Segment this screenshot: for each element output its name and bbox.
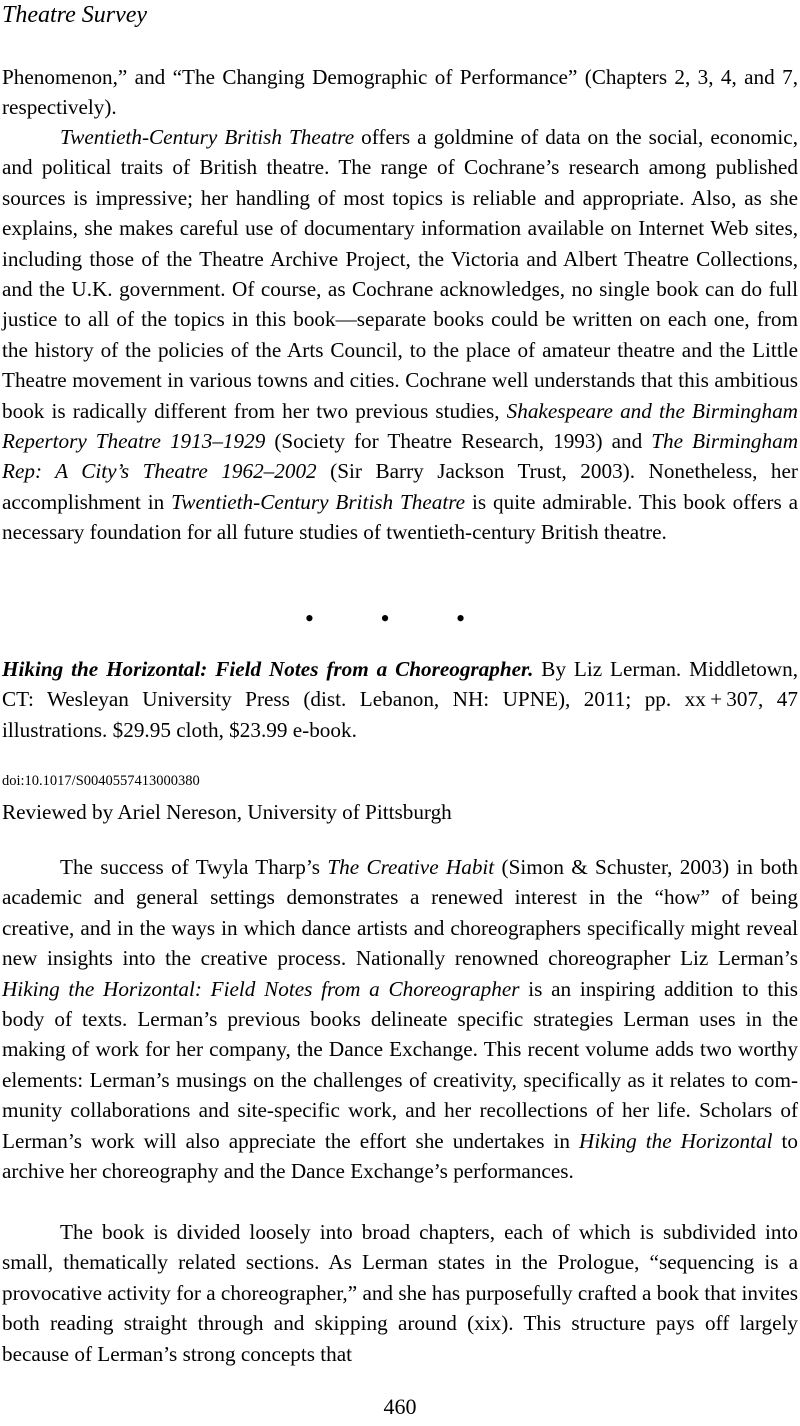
book-title-italic: Shakespeare and the Birmingham Repertory Theatre 1913–1929 [2, 398, 798, 454]
reviewed-book-title: Hiking the Horizontal: Field Notes from a Choreographer. [2, 657, 534, 681]
text-run: to archive her choreography and the Dance Exchange’s performances. [2, 1128, 798, 1184]
review2-paragraph-1 [2, 852, 798, 1186]
text-run: (Simon & Schuster, 2003) in both academic and general settings demonstrates a renewed interest in the “how” of being creative, and in the ways in which dance artists and choreographers specifically might reveal new insights into the creative process. Nationally renowned choreographer Liz Lerman’s [2, 855, 798, 971]
review1-paragraph-1: Phenomenon,” and “The Changing Demographic of Performance” (Chapters 2, 3, 4, and 7, respectively). [2, 65, 798, 120]
running-header: Theatre Survey [2, 2, 148, 28]
reviewer-line: Reviewed by Ariel Nereson, University of Pittsburgh [2, 800, 452, 824]
book-title-italic: The Birmingham Rep: A City’s Theatre 1962–2002 [2, 429, 799, 484]
citation-details: By Liz Lerman. Middletown, CT: Wesleyan University Press (dist. Lebanon, NH: UPNE), 2011; pp. xx + 307, 47 illustrations. $29.95 cloth, $23.99 e-book. [2, 657, 798, 742]
review2-paragraph-2: The book is divided loosely into broad chapters, each of which is subdivided into small, thematically related sections. As Lerman states in the Prologue, “sequencing is a provocative activity for a choreographer,” and she has purposefully crafted a book that invites both reading straight through and skipping around (xix). This structure pays off largely because of Lerman’s strong concepts that [2, 1220, 798, 1366]
review1-paragraph-2 [2, 122, 798, 548]
book-title-italic: Twentieth-Century British Theatre [171, 489, 466, 514]
book-title-italic: Hiking the Horizontal: Field Notes from a Choreographer [2, 976, 520, 1001]
text-run: (Sir Barry Jackson Trust, 2003). Nonetheless, her accomplishment in [2, 459, 798, 514]
book-title-italic: Twentieth-Century British Theatre [60, 125, 355, 149]
book-title-italic: The Creative Habit [327, 855, 495, 879]
text-run: The success of Twyla Tharp’s [60, 855, 328, 879]
text-run: (Society for Theatre Research, 1993) and [265, 429, 652, 454]
page-number: 460 [383, 1394, 417, 1419]
text-run: is quite admirable. This book offers a necessary foundation for all future studies of twentieth-century British theatre. [2, 489, 799, 545]
doi: doi:10.1017/S0040557413000380 [2, 773, 200, 789]
text-run: is an inspiring addition to this body of texts. Lerman’s previous books delineate specific strategies Lerman uses in the making of work for her company, the Dance Exchange. This recent volume adds two worthy elements: Lerman’s musings on the challenges of creativity, specifically as it relates to community collaborations and site-specific work, and her recollections of her life. Scholars of Lerman’s work will also appreciate the effort she undertakes in [2, 976, 798, 1153]
section-separator: • • • [304, 604, 496, 633]
book-title-italic: Hiking the Horizontal [579, 1128, 773, 1153]
review2-citation [2, 654, 798, 745]
text-run: offers a goldmine of data on the social, economic, and political traits of British theatre. The range of Cochrane’s research among published sources is impressive; her handling of most topics is reliable and appropriate. Also, as she explains, she makes careful use of documentary information available on Internet Web sites, including those of the Theatre Archive Project, the Victoria and Albert Theatre Collections, and the U.K. government. Of course, as Cochrane acknowledges, no single book can do full justice to all of the topics in this book—separate books could be written on each one, from the history of the policies of the Arts Council, to the place of amateur theatre and the Little Theatre movement in various towns and cities. Cochrane well understands that this ambitious book is radically different from her two previous studies, [2, 125, 799, 423]
